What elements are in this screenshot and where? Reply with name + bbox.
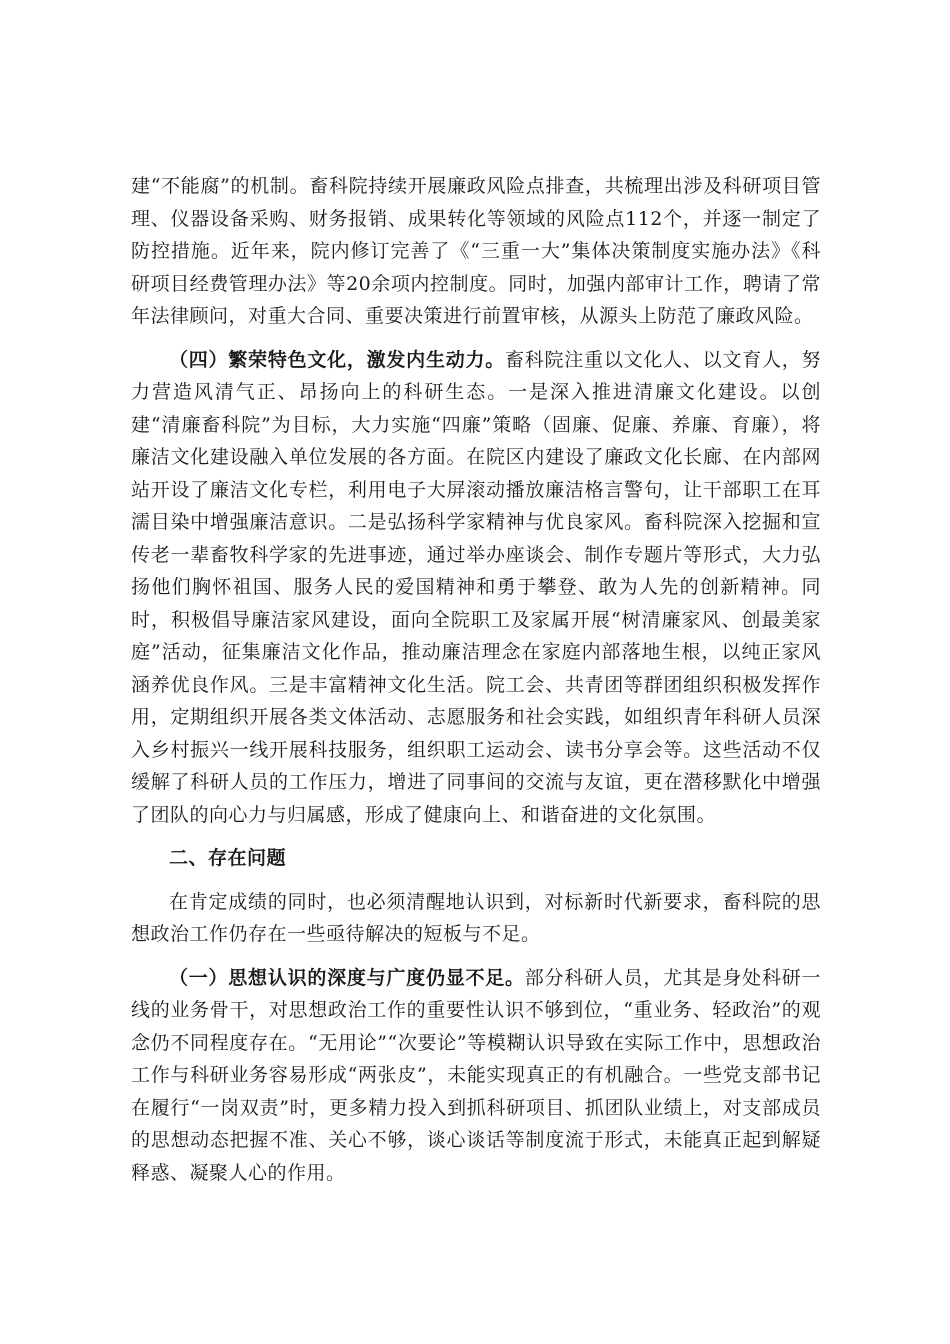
paragraph-control-mechanism (131, 170, 821, 333)
paragraph-text: 建“不能腐”的机制。畜科院持续开展廉政风险点排查，共梳理出涉及科研项目管理、仪器设备采购、财务报销、成果转化等领域的风险点112个，并逐一制定了防控措施。近年来，院内修订完善了《“三重一大”集体决策制度实施办法》《科研项目经费管理办法》等20余项内控制度。同时，加强内部审计工作，聘请了常年法律顾问，对重大合同、重要决策进行前置审核，从源头上防范了廉政风险。 (131, 175, 821, 327)
paragraph-text: 部分科研人员，尤其是身处科研一线的业务骨干，对思想政治工作的重要性认识不够到位，“重业务、轻政治”的观念仍不同程度存在。“无用论”“次要论”等模糊认识导致在实际工作中，思想政治工作与科研业务容易形成“两张皮”，未能实现真正的有机融合。一些党支部书记在履行“一岗双责”时，更多精力投入到抓科研项目、抓团队业绩上，对支部成员的思想动态把握不准、关心不够，谈心谈话等制度流于形式，未能真正起到解疑释惑、凝聚人心的作用。 (131, 966, 821, 1184)
paragraph-ideological-awareness (131, 962, 821, 1190)
paragraph-problems-intro (131, 886, 821, 951)
paragraph-subheading: （一）思想认识的深度与广度仍显不足。 (169, 966, 525, 989)
paragraph-text: 在肯定成绩的同时，也必须清醒地认识到，对标新时代新要求，畜科院的思想政治工作仍存在一些亟待解决的短板与不足。 (131, 890, 821, 945)
paragraph-culture (131, 344, 821, 832)
paragraph-text: 畜科院注重以文化人、以文育人，努力营造风清气正、昂扬向上的科研生态。一是深入推进清廉文化建设。以创建“清廉畜科院”为目标，大力实施“四廉”策略（固廉、促廉、养廉、育廉），将廉洁文化建设融入单位发展的各方面。在院区内建设了廉政文化长廊、在内部网站开设了廉洁文化专栏，利用电子大屏滚动播放廉洁格言警句，让干部职工在耳濡目染中增强廉洁意识。二是弘扬科学家精神与优良家风。畜科院深入挖掘和宣传老一辈畜牧科学家的先进事迹，通过举办座谈会、制作专题片等形式，大力弘扬他们胸怀祖国、服务人民的爱国精神和勇于攀登、敢为人先的创新精神。同时，积极倡导廉洁家风建设，面向全院职工及家属开展“树清廉家风、创最美家庭”活动，征集廉洁文化作品，推动廉洁理念在家庭内部落地生根，以纯正家风涵养优良作风。三是丰富精神文化生活。院工会、共青团等群团组织积极发挥作用，定期组织开展各类文体活动、志愿服务和社会实践，如组织青年科研人员深入乡村振兴一线开展科技服务，组织职工运动会、读书分享会等。这些活动不仅缓解了科研人员的工作压力，增进了同事间的交流与友谊，更在潜移默化中增强了团队的向心力与归属感，形成了健康向上、和谐奋进的文化氛围。 (131, 348, 821, 826)
section-heading-problems: 二、存在问题 (169, 847, 287, 869)
paragraph-subheading: （四）繁荣特色文化，激发内生动力。 (169, 348, 506, 371)
document-body (131, 170, 821, 1200)
